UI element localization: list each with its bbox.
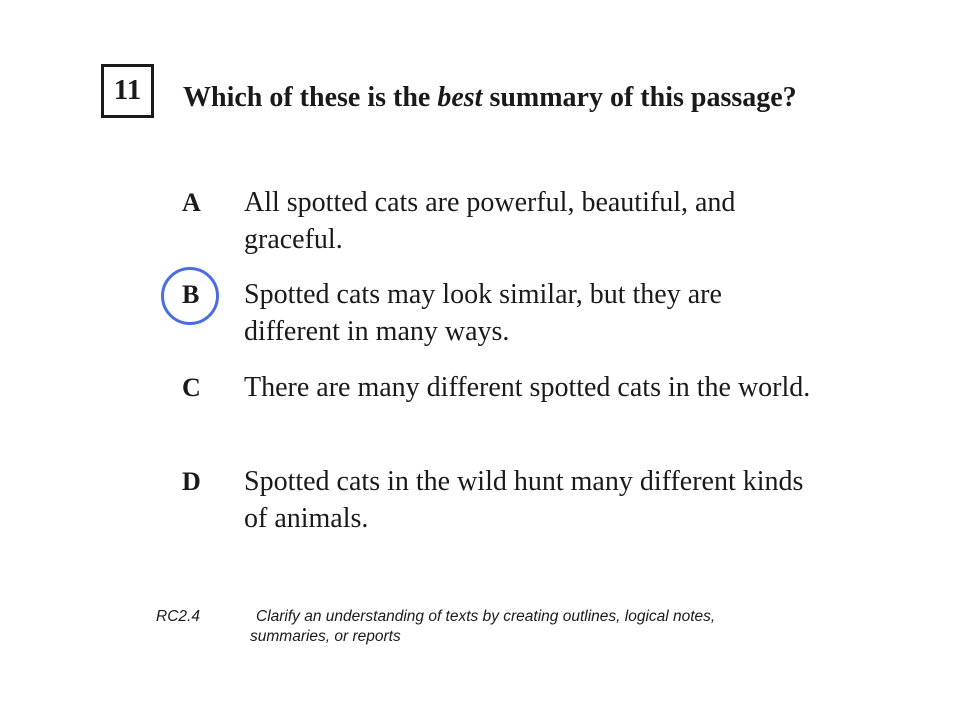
question-number: 11 bbox=[113, 74, 142, 106]
standard-description: Clarify an understanding of texts by creating outlines, logical notes, summaries, or reports bbox=[250, 608, 716, 645]
question-stem bbox=[183, 79, 803, 117]
choice-d-letter[interactable]: D bbox=[182, 467, 201, 496]
question-stem-after: summary of this passage? bbox=[482, 82, 797, 113]
choice-b-letter[interactable]: B bbox=[182, 280, 200, 309]
standard-code: RC2.4 bbox=[156, 608, 200, 625]
choice-d-text[interactable]: Spotted cats in the wild hunt many different kinds of animals. bbox=[244, 466, 804, 534]
choice-c-text[interactable]: There are many different spotted cats in the world. bbox=[244, 372, 811, 403]
choice-a-text[interactable]: All spotted cats are powerful, beautiful, and graceful. bbox=[244, 187, 736, 255]
question-number-box bbox=[101, 64, 154, 118]
choice-b-text[interactable]: Spotted cats may look similar, but they are different in many ways. bbox=[244, 279, 722, 347]
question-stem-emphasis: best bbox=[437, 82, 483, 113]
choice-c-letter[interactable]: C bbox=[182, 373, 201, 402]
choice-a-letter[interactable]: A bbox=[182, 188, 201, 217]
question-stem-before: Which of these is the bbox=[183, 82, 438, 113]
